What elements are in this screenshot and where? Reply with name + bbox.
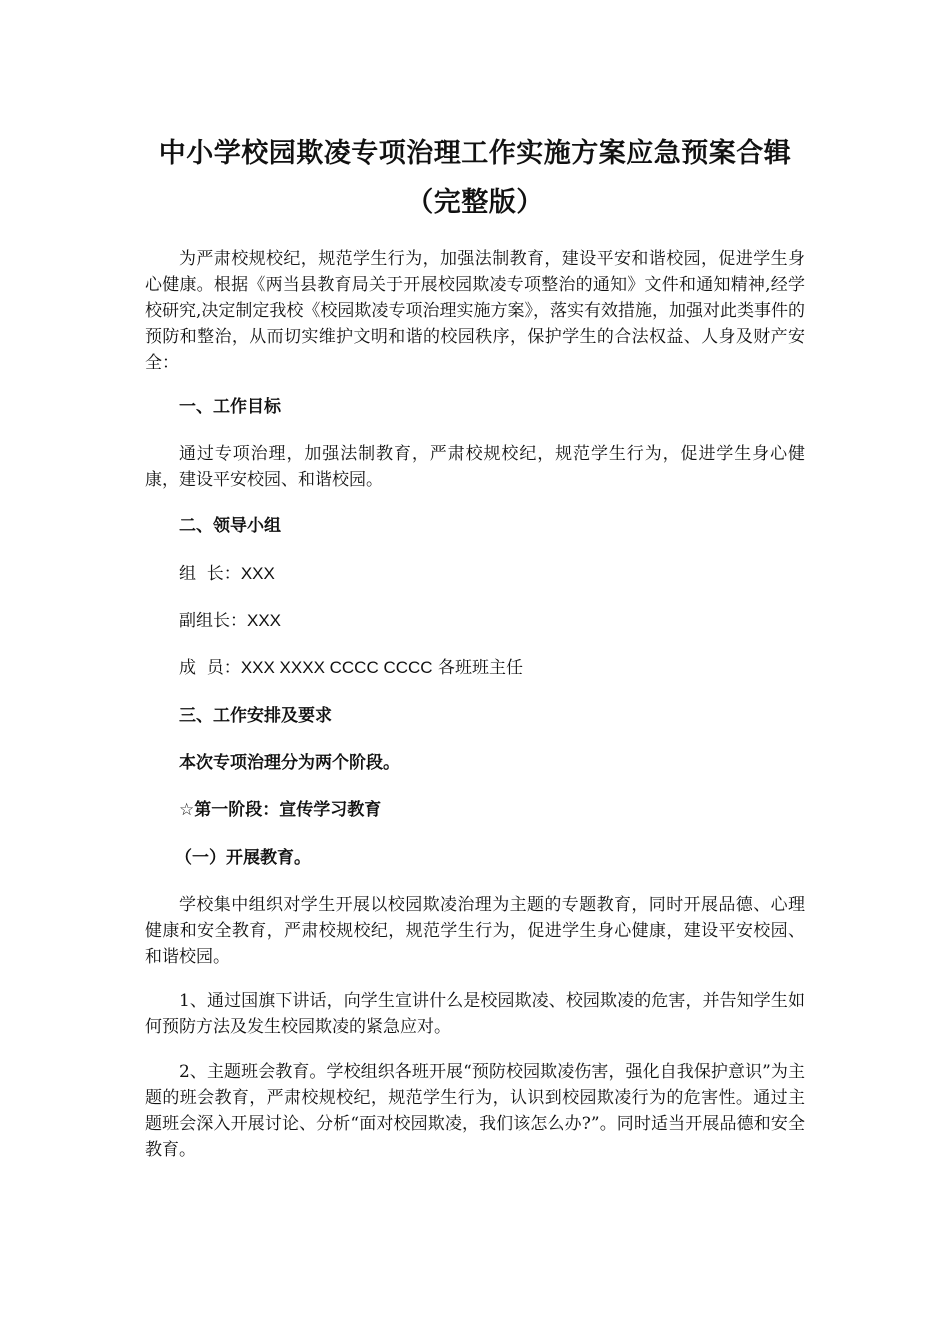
section-heading-arrangements: 三、工作安排及要求	[179, 706, 332, 726]
intro-paragraph: 为严肃校规校纪，规范学生行为，加强法制教育，建设平安和谐校园，促进学生身心健康。根据《两当县教育局关于开展校园欺凌专项整治的通知》文件和通知精神,经学校研究,决定制定我校《校园欺凌专项治理实施方案》，落实有效措施，加强对此类事件的预防和整治，从而切实维护文明和谐的校园秩序，保护学生的合法权益、人身及财产安全：	[145, 249, 805, 373]
members-line	[179, 655, 523, 681]
subsection-heading-education: （一）开展教育。	[175, 848, 311, 868]
document-subtitle: （完整版）	[406, 187, 544, 218]
leader-value: XXX	[240, 564, 275, 583]
section-heading-leadership: 二、领导小组	[179, 516, 281, 536]
goals-paragraph: 通过专项治理，加强法制教育，严肃校规校纪，规范学生行为，促进学生身心健康，建设平安校园、和谐校园。	[145, 444, 805, 490]
phases-intro: 本次专项治理分为两个阶段。	[179, 753, 400, 773]
education-paragraph: 学校集中组织对学生开展以校园欺凌治理为主题的专题教育，同时开展品德、心理健康和安全教育，严肃校规校纪，规范学生行为，促进学生身心健康，建设平安校园、和谐校园。	[145, 895, 805, 967]
deputy-value: XXX	[247, 611, 282, 630]
deputy-label: 副组长：	[179, 611, 247, 631]
list-item-class-meeting: 2、主题班会教育。学校组织各班开展“预防校园欺凌伤害，强化自我保护意识”为主题的班会教育，严肃校规校纪，规范学生行为，认识到校园欺凌行为的危害性。通过主题班会深入开展讨论、分析“面对校园欺凌，我们该怎么办?”。同时适当开展品德和安全教育。	[145, 1062, 805, 1160]
deputy-line	[179, 608, 281, 634]
members-suffix: 各班班主任	[432, 658, 523, 678]
list-item-flag-speech: 1、通过国旗下讲话，向学生宣讲什么是校园欺凌、校园欺凌的危害，并告知学生如何预防方法及发生校园欺凌的紧急应对。	[145, 991, 805, 1037]
document-title: 中小学校园欺凌专项治理工作实施方案应急预案合辑	[158, 138, 792, 169]
leader-label: 组 长：	[179, 564, 241, 584]
leader-line	[179, 561, 275, 587]
section-heading-goals: 一、工作目标	[179, 397, 281, 417]
members-label: 成 员：	[179, 658, 241, 678]
phase1-heading: ☆第一阶段：宣传学习教育	[179, 800, 382, 820]
members-value: XXX XXXX CCCC CCCC	[240, 658, 433, 677]
